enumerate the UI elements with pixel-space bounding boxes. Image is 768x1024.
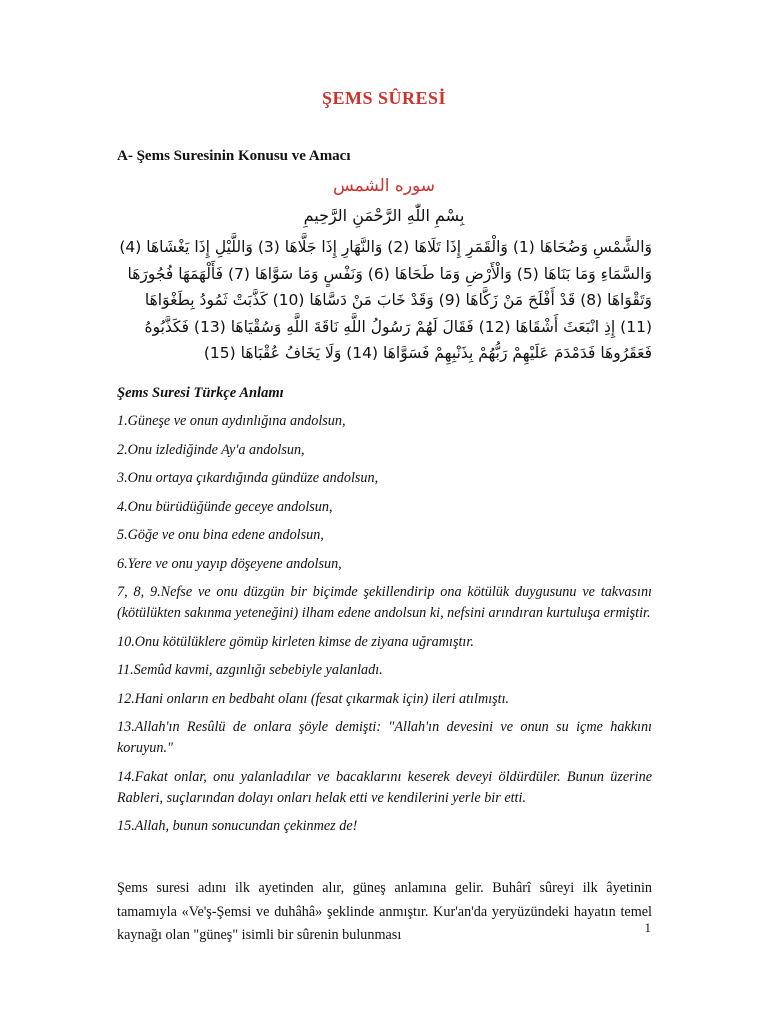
arabic-surah-title: سوره الشمس xyxy=(332,176,436,196)
commentary-paragraph: Şems suresi adını ilk ayetinden alır, güneş anlamına gelir. Buhârî sûreyi ilk âyetinin tamamıyla «Ve'ş-Şemsi ve duhâhâ» şeklinde anmıştır. Kur'an'da yeryüzündeki hayatın temel kaynağı olan "güneş" isimli bir sûrenin bulunması xyxy=(117,880,652,943)
verse-item: 6.Yere ve onu yayıp döşeyene andolsun, xyxy=(117,555,342,572)
verse-item: 15.Allah, bunun sonucundan çekinmez de! xyxy=(117,818,358,834)
basmala: بِسْمِ اللّٰهِ الرَّحْمَنِ الرَّحِيمِ xyxy=(303,206,465,225)
verse-item: 5.Göğe ve onu bina edene andolsun, xyxy=(117,527,324,543)
page-title: ŞEMS SÛRESİ xyxy=(321,88,447,108)
section-heading: A- Şems Suresinin Konusu ve Amacı xyxy=(117,148,351,164)
verse-item: 14.Fakat onlar, onu yalanladılar ve bacaklarını keserek deveyi öldürdüler. Bunun üzerine Rableri, suçlarından dolayı onları helak etti ve kendilerini yerle bir etti. xyxy=(117,768,652,806)
verse-item: 12.Hani onların en bedbaht olanı (fesat çıkarmak için) ileri atılmıştı. xyxy=(117,690,510,707)
verse-item: 2.Onu izlediğinde Ay'a andolsun, xyxy=(117,441,305,458)
verse-item: 1.Güneşe ve onun aydınlığına andolsun, xyxy=(117,413,346,429)
meaning-heading: Şems Suresi Türkçe Anlamı xyxy=(117,385,284,401)
verse-item: 7, 8, 9.Nefse ve onu düzgün bir biçimde şekillendirip ona kötülük duygusunu ve takvasını (kötülükten sakınma yeteneğini) ilham edene andolsun ki, nefsini arındıran kurtuluşa ermiştir. xyxy=(117,584,652,621)
page-number: 1 xyxy=(644,920,651,935)
verse-item: 11.Semûd kavmi, azgınlığı sebebiyle yalanladı. xyxy=(117,662,383,678)
verse-item: 13.Allah'ın Resûlü de onlara şöyle demişti: "Allah'ın devesini ve onun su içme hakkını koruyun." xyxy=(117,719,652,756)
verse-item: 3.Onu ortaya çıkardığında gündüze andolsun, xyxy=(117,470,379,486)
verse-list xyxy=(117,411,652,845)
verse-item: 10.Onu kötülüklere gömüp kirleten kimse de ziyana uğramıştır. xyxy=(117,633,474,650)
arabic-verses: وَالشَّمْسِ وَضُحَاهَا (1) وَالْقَمَرِ إِذَا تَلَاهَا (2) وَالنَّهَارِ إِذَا جَلَّاهَا (3) وَاللَّيْلِ إِذَا يَغْشَاهَا (4) وَالسَّمَاءِ وَمَا بَنَاهَا (5) وَالْأَرْضِ وَمَا طَحَاهَا (6) وَنَفْسٍ وَمَا سَوَّاهَا (7) فَأَلْهَمَهَا فُجُورَهَا وَتَقْوَاهَا (8) قَدْ أَفْلَحَ مَنْ زَكَّاهَا (9) وَقَدْ خَابَ مَنْ دَسَّاهَا (10) كَذَّبَتْ ثَمُودُ بِطَغْوَاهَا (11) إِذِ انْبَعَثَ أَشْقَاهَا (12) فَقَالَ لَهُمْ رَسُولُ اللَّهِ نَاقَةَ اللَّهِ وَسُقْيَاهَا (13) فَكَذَّبُوهُ فَعَقَرُوهَا فَدَمْدَمَ عَلَيْهِمْ رَبُّهُمْ بِذَنْبِهِمْ فَسَوَّاهَا (14) وَلَا يَخَافُ عُقْبَاهَا (15) xyxy=(119,238,652,362)
verse-item: 4.Onu bürüdüğünde geceye andolsun, xyxy=(117,498,333,515)
